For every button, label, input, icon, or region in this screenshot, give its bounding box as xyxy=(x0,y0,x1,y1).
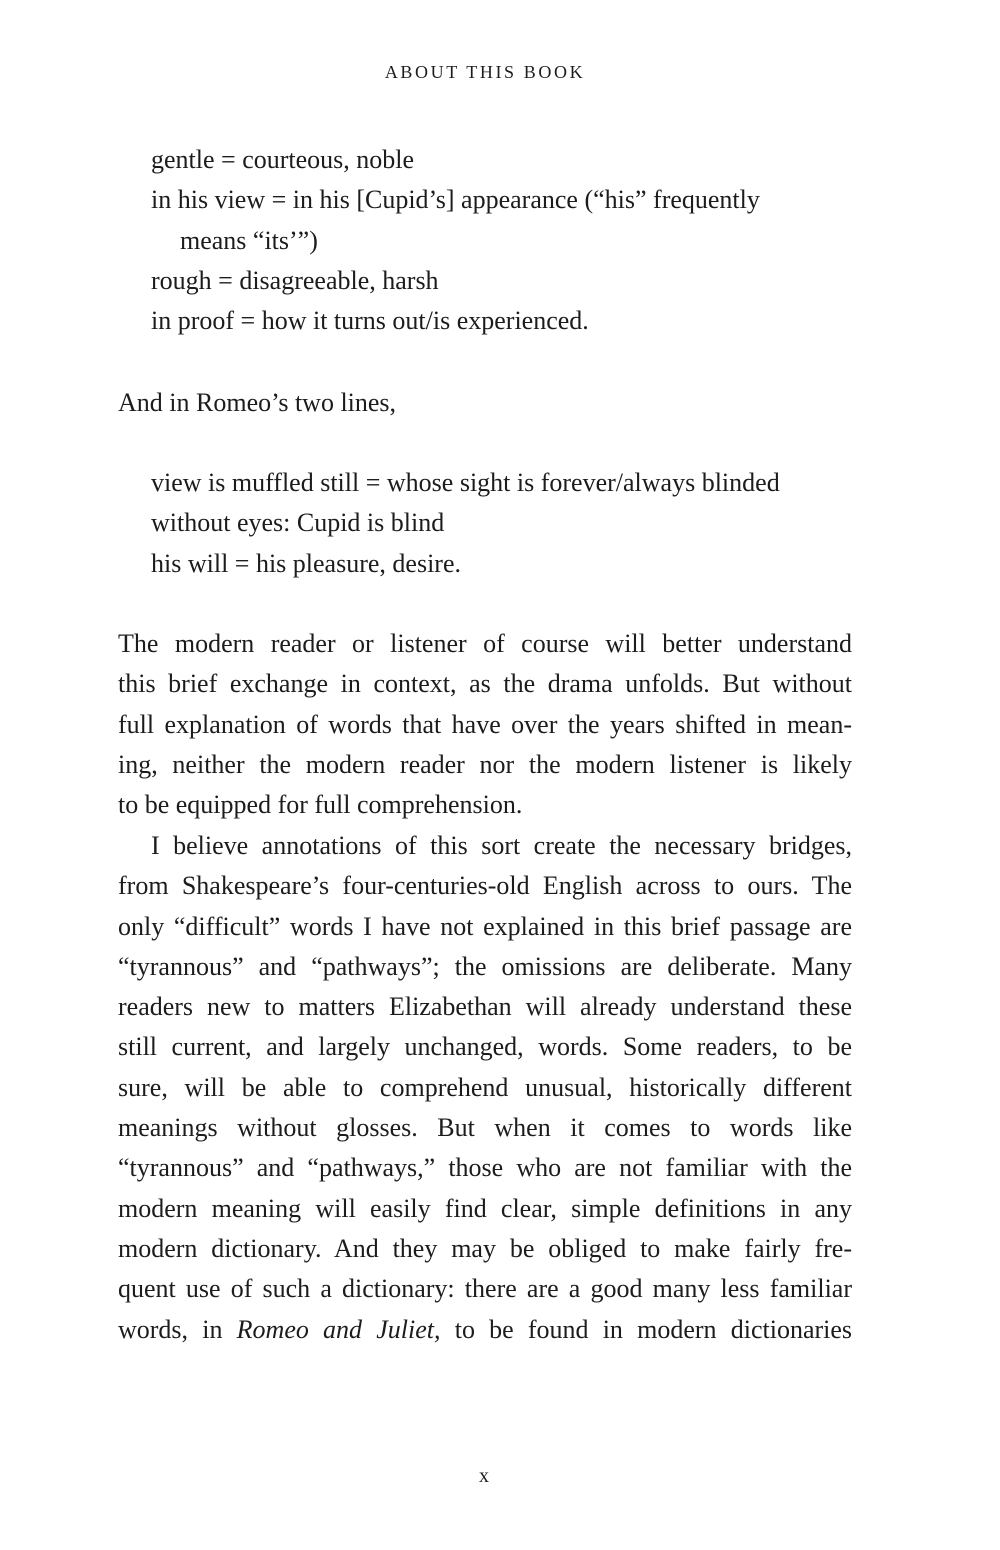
paragraph-line: modern meaning will easily find clear, simple definitions in any xyxy=(118,1193,852,1223)
gloss-line: view is muffled still = whose sight is forever/always blinded xyxy=(151,468,780,497)
paragraph-line-last xyxy=(118,1310,852,1350)
gloss-list-second xyxy=(151,463,871,584)
gloss-line: in proof = how it turns out/is experienced. xyxy=(151,306,589,336)
paragraph-line: quent use of such a dictionary: there are a good many less familiar xyxy=(118,1274,852,1304)
paragraph-line: ing, neither the modern reader nor the modern listener is likely xyxy=(118,749,852,779)
paragraph-line: full explanation of words that have over the years shifted in mean- xyxy=(118,709,852,739)
intro-text: And in Romeo’s two lines, xyxy=(118,388,397,417)
running-head: ABOUT THIS BOOK xyxy=(384,62,586,82)
paragraph-line: to be equipped for full comprehension. xyxy=(118,790,523,820)
paragraph-line: meanings without glosses. But when it comes to words like xyxy=(118,1113,852,1143)
gloss-line-continuation: means “its’”) xyxy=(180,225,318,255)
paragraph-line: only “difficult” words I have not explained in this brief passage are xyxy=(118,911,852,941)
paragraph-line: sure, will be able to comprehend unusual, historically different xyxy=(118,1072,852,1102)
gloss-line: without eyes: Cupid is blind xyxy=(151,508,445,538)
paragraph-2 xyxy=(118,826,852,1350)
paragraph-line: I believe annotations of this sort create the necessary bridges, xyxy=(151,831,852,860)
paragraph-1 xyxy=(118,624,852,825)
page-number: x xyxy=(479,1465,489,1487)
gloss-line: gentle = courteous, noble xyxy=(151,145,415,174)
gloss-line: in his view = in his [Cupid’s] appearance (“his” frequently xyxy=(151,185,760,215)
gloss-list-first xyxy=(151,140,871,341)
play-title: Romeo and Juliet, xyxy=(236,1314,441,1344)
gloss-line: rough = disagreeable, harsh xyxy=(151,265,439,295)
intro-line xyxy=(118,383,852,423)
paragraph-line: The modern reader or listener of course will better understand xyxy=(118,629,852,658)
gloss-line: his will = his pleasure, desire. xyxy=(151,548,461,578)
text-segment: to be found in modern dictionaries xyxy=(454,1314,853,1344)
paragraph-line: “tyrannous” and “pathways,” those who are not familiar with the xyxy=(118,1153,852,1183)
text-segment: words, in xyxy=(118,1314,223,1344)
paragraph-line: “tyrannous” and “pathways”; the omissions are deliberate. Many xyxy=(118,951,852,981)
paragraph-line: still current, and largely unchanged, words. Some readers, to be xyxy=(118,1032,852,1062)
paragraph-line: readers new to matters Elizabethan will already understand these xyxy=(118,992,852,1022)
paragraph-line: this brief exchange in context, as the drama unfolds. But without xyxy=(118,669,852,699)
paragraph-line: modern dictionary. And they may be obliged to make fairly fre- xyxy=(118,1233,852,1263)
paragraph-line: from Shakespeare’s four-centuries-old English across to ours. The xyxy=(118,871,852,901)
